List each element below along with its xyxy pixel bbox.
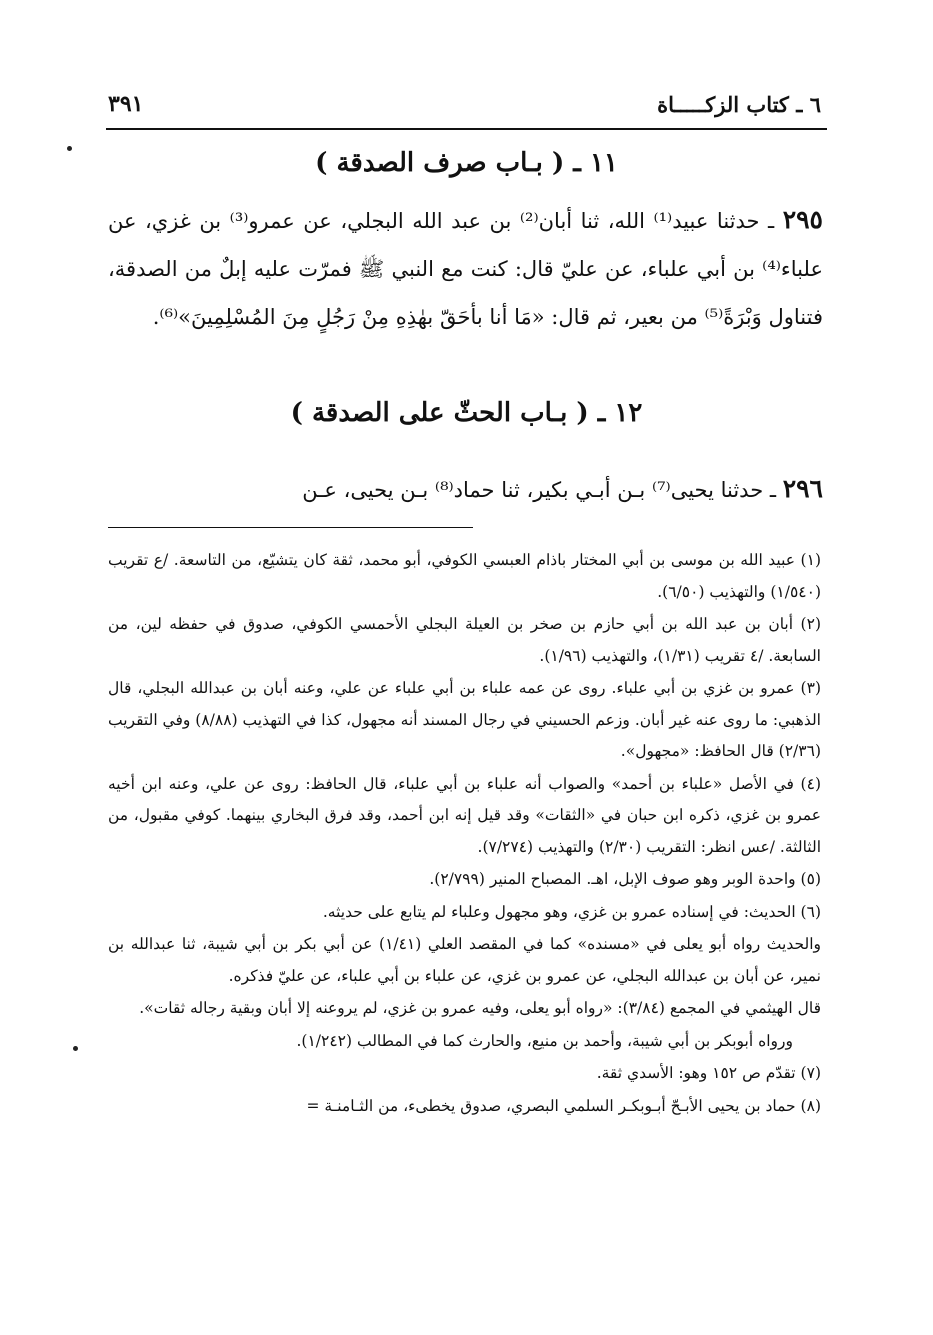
hadith-number: ٢٩٥ [782, 205, 823, 234]
footnote: (٧) تقدّم ص ١٥٢ وهو: الأسدي ثقة. [596, 1064, 821, 1082]
hadith-paragraph [108, 465, 823, 514]
footnote: (٢) أبان بن عبد الله بن أبي حازم بن صخر بن العيلة البجلي الأحمسي الكوفي، صدوق في حفظه لين، من السابعة. /٤ تقريب (١/٣١)، والتهذيب (١/٩٦). [108, 615, 821, 665]
running-header [108, 86, 821, 122]
footnote: (١) عبيد الله بن موسى بن أبي المختار باذام العبسي الكوفي، أبو محمد، ثقة كان يتشيّع، من التاسعة. /ع تقريب (١/٥٤٠) والتهذيب (٦/٥٠). [108, 551, 821, 601]
margin-dot [67, 146, 72, 151]
margin-dot [73, 1046, 78, 1051]
footnote: والحديث رواه أبو يعلى في «مسنده» كما في المقصد العلي (١/٤١) عن أبي بكر بن أبي شيبة، ثنا عبدالله بن نمير، عن أبان بن عبدالله البجلي، عن عمرو بن غزي، عن علباء بن أبي علباء، عن عليّ فذكره. [108, 935, 821, 985]
footnote: ورواه أبوبكر بن أبي شيبة، وأحمد بن منيع، والحارث كما في المطالب (١/٢٤٢). [296, 1031, 793, 1050]
footnote: (٥) واحدة الوبر وهو صوف الإبل، اهـ. المصباح المنير (٢/٧٩٩). [429, 870, 821, 888]
footnote: (٨) حماد بن يحيى الأبـحّ أبـوبكـر السلمي البصري، صدوق يخطىء، من الثـامنـة = [306, 1096, 821, 1115]
header-rule [106, 128, 827, 130]
hadith-number: ٢٩٦ [782, 474, 823, 503]
hadith-paragraph [108, 196, 823, 341]
footnote: (٤) في الأصل «علباء بن أحمد» والصواب أنه علباء بن أبي علباء، قال الحافظ: روى عن علي، وعنه ابن أخيه عمرو بن غزي، ذكره ابن حبان في «الثقات» وقد قيل إنه ابن أحمد، وقد فرق البخاري بينهما. كوفي مقبول، من الثالثة. /عس انظر: التقريب (٢/٣٠) والتهذيب (٧/٢٧٤). [108, 774, 821, 856]
footnote: (٣) عمرو بن غزي بن أبي علباء. روى عن عمه علباء بن أبي علباء عن علي، وعنه أبان بن عبدالله البجلي، قال الذهبي: ما روى عنه غير أبان. وزعم الحسيني في رجال المسند أنه مجهول، كذا في التهذيب (٨/٨٨) وفي التقريب (٢/٣٦) قال الحافظ: «مجهول». [108, 679, 821, 760]
chapter-heading: ١١ ـ ( بـاب صرف الصدقة ) [315, 148, 618, 178]
hadith-text: ـ حدثنا يحيى⁽⁷⁾ بـن أبـي بكير، ثنا حماد⁽⁸⁾ بـن يحيى، عـن [302, 478, 783, 502]
footnote: (٦) الحديث: في إسناده عمرو بن غزي، وهو مجهول وعلباء لم يتابع على حديثه. [322, 902, 821, 921]
footnote-separator [108, 527, 473, 528]
footnote: قال الهيثمي في المجمع (٣/٨٤): «رواه أبو يعلى، وفيه عمرو بن غزي، لم يروعنه إلا أبان وبقية رجاله ثقات». [139, 999, 821, 1017]
footnotes [108, 545, 821, 1123]
chapter-heading: ١٢ ـ ( بـاب الحثّ على الصدقة ) [290, 398, 643, 428]
hadith-text: ـ حدثنا عبيد⁽¹⁾ الله، ثنا أبان⁽²⁾ بن عبد الله البجلي، عن عمرو⁽³⁾ بن غزي، عن علباء⁽⁴⁾ بن أبي علباء، عن عليّ قال: كنت مع النبي ﷺ فمرّت عليه إبلٌ من الصدقة، فتناول وَبْرَةً⁽⁵⁾ من بعير، ثم قال: «مَا أنا بأحَقّ بهٰذِهِ مِنْ رَجُلٍ مِنَ المُسْلِمِينَ»⁽⁶⁾. [108, 209, 823, 329]
page-number: ٣٩١ [108, 91, 144, 117]
running-title: ٦ ـ كتاب الزكـــــاة [657, 91, 821, 117]
